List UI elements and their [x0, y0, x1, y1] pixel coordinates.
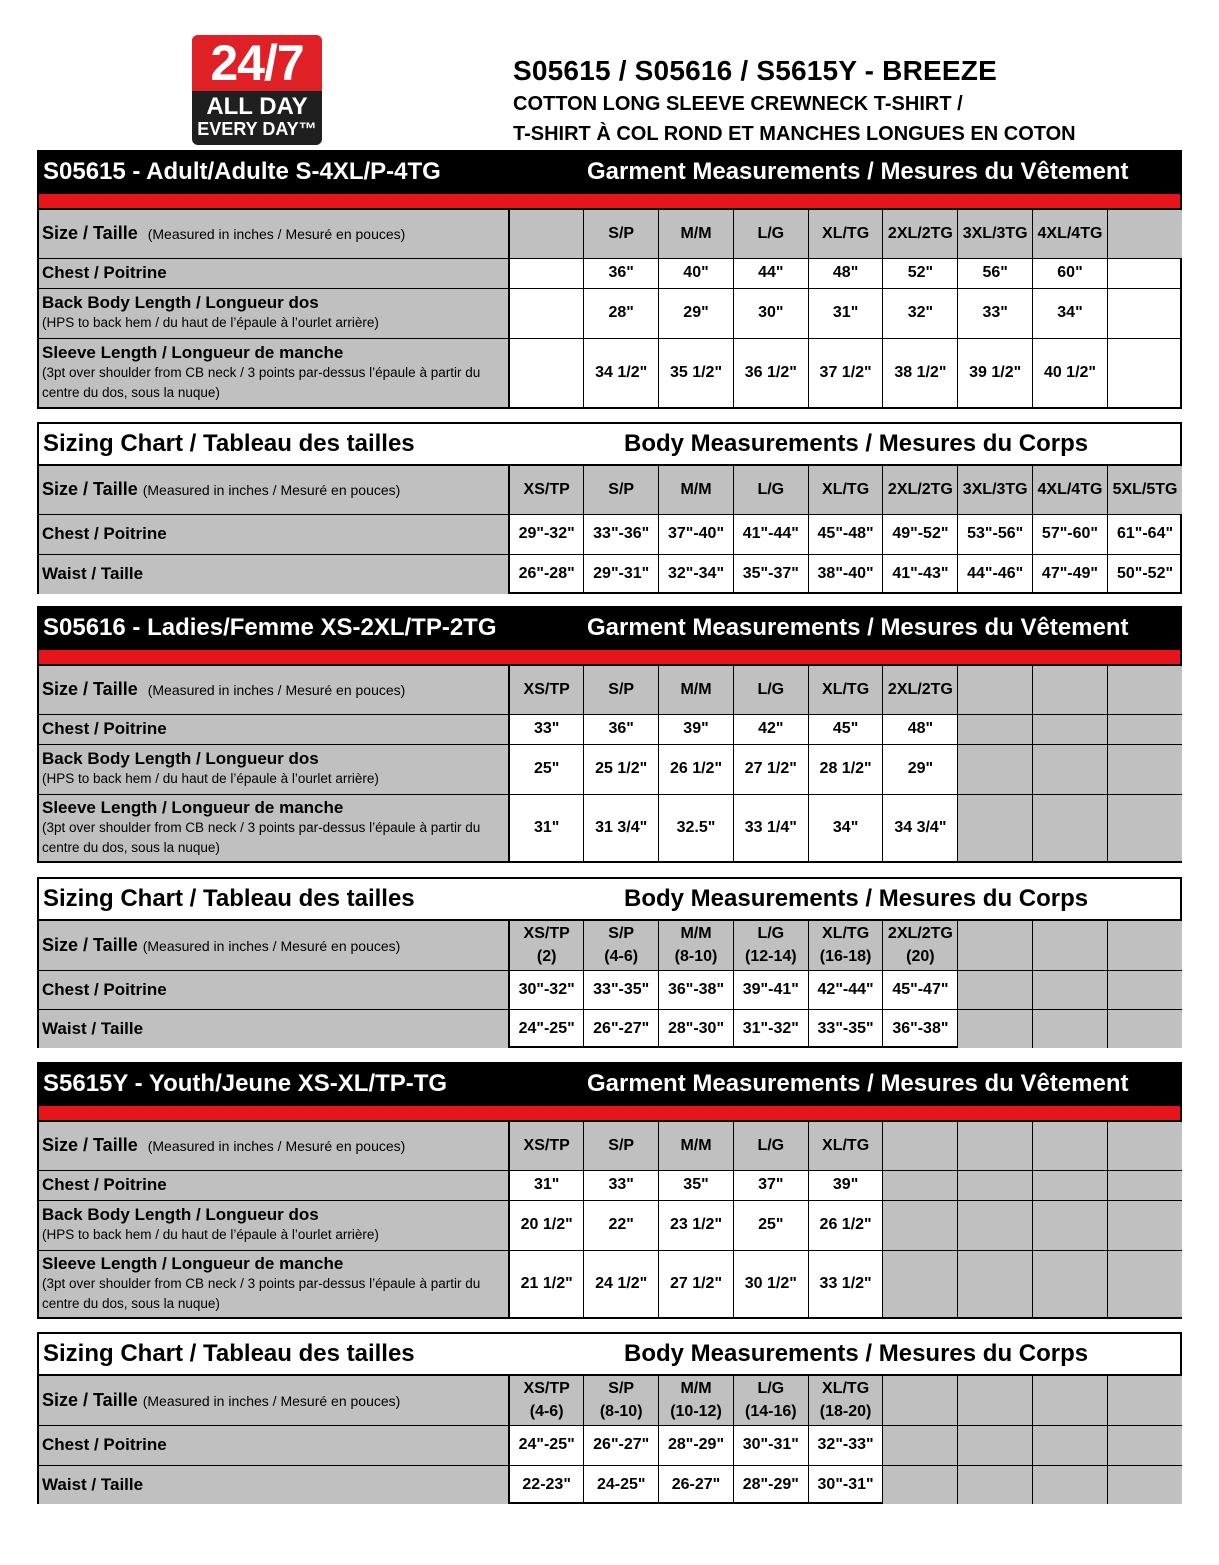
value-cell — [1033, 1200, 1108, 1250]
size-cell — [1033, 1376, 1108, 1425]
value-cell: 41"-43" — [883, 554, 958, 594]
value-cell — [509, 338, 584, 407]
value-cell: 31" — [509, 1170, 584, 1200]
waist-label: Waist / Taille — [39, 1465, 509, 1504]
value-cell: 28"-30" — [659, 1009, 734, 1048]
value-cell: 33" — [509, 714, 584, 744]
value-cell: 44" — [733, 258, 808, 288]
value-cell: 25 1/2" — [584, 744, 659, 794]
size-cell: 2XL/2TG — [883, 466, 958, 514]
value-cell: 31"-32" — [733, 1009, 808, 1048]
size-row — [39, 1122, 1182, 1170]
value-cell: 24 1/2" — [584, 1250, 659, 1317]
value-cell: 45"-48" — [808, 514, 883, 554]
value-cell: 32"-33" — [808, 1425, 883, 1465]
waist-row — [39, 554, 1182, 594]
size-cell: XL/TG (16-18) — [808, 921, 883, 970]
chest-label: Chest / Poitrine — [39, 258, 509, 288]
size-cell: M/M — [659, 466, 734, 514]
value-cell: 29" — [659, 288, 734, 338]
size-cell — [958, 921, 1033, 970]
value-cell: 45" — [808, 714, 883, 744]
value-cell: 42" — [733, 714, 808, 744]
size-cell: M/M (8-10) — [659, 921, 734, 970]
value-cell: 33"-36" — [584, 514, 659, 554]
adult-garment-header — [39, 152, 1180, 192]
sizing-chart-label: Sizing Chart / Tableau des tailles — [43, 430, 415, 457]
product-subtitle-fr: T-SHIRT À COL ROND ET MANCHES LONGUES EN COTON — [513, 123, 1076, 145]
value-cell — [958, 744, 1033, 794]
waist-label: Waist / Taille — [39, 1009, 509, 1048]
size-cell: XL/TG (18-20) — [808, 1376, 883, 1425]
product-title: S05615 / S05616 / S5615Y - BREEZE — [513, 55, 997, 86]
value-cell: 24"-25" — [509, 1425, 584, 1465]
value-cell: 37" — [733, 1170, 808, 1200]
value-cell — [1107, 1465, 1182, 1504]
value-cell: 61"-64" — [1107, 514, 1182, 554]
value-cell: 25" — [733, 1200, 808, 1250]
value-cell: 27 1/2" — [733, 744, 808, 794]
value-cell — [1107, 714, 1182, 744]
value-cell: 24"-25" — [509, 1009, 584, 1048]
value-cell: 26"-27" — [584, 1009, 659, 1048]
size-cell: 2XL/2TG — [883, 666, 958, 714]
value-cell — [1107, 744, 1182, 794]
ladies-garment-header — [39, 608, 1180, 648]
value-cell: 38"-40" — [808, 554, 883, 594]
value-cell — [958, 1425, 1033, 1465]
size-cell: 4XL/4TG — [1033, 210, 1108, 258]
value-cell: 23 1/2" — [659, 1200, 734, 1250]
size-cell: XL/TG — [808, 210, 883, 258]
value-cell: 41"-44" — [733, 514, 808, 554]
value-cell: 26"-27" — [584, 1425, 659, 1465]
value-cell — [1033, 1250, 1108, 1317]
size-cell: M/M — [659, 210, 734, 258]
value-cell: 30"-31" — [808, 1465, 883, 1504]
logo-tagline-line1: ALL DAY — [206, 93, 308, 120]
value-cell — [1033, 970, 1108, 1009]
size-label: Size / Taille (Measured in inches / Mesuré en pouces) — [39, 210, 509, 258]
logo-tagline — [192, 91, 322, 145]
value-cell: 31" — [808, 288, 883, 338]
size-cell: M/M — [659, 1122, 734, 1170]
adult-garment-table — [39, 210, 1182, 407]
value-cell — [1107, 1425, 1182, 1465]
size-cell: L/G — [733, 1122, 808, 1170]
size-cell — [1107, 1122, 1182, 1170]
size-label: Size / Taille (Measured in inches / Mesuré en pouces) — [39, 1122, 509, 1170]
value-cell: 45"-47" — [883, 970, 958, 1009]
back-length-label: Back Body Length / Longueur dos (HPS to back hem / du haut de l’épaule à l’ourlet arrière) — [39, 744, 509, 794]
value-cell — [1033, 1170, 1108, 1200]
size-cell: 3XL/3TG — [958, 466, 1033, 514]
ladies-title: S05616 - Ladies/Femme XS-2XL/TP-2TG — [43, 614, 497, 641]
value-cell: 36 1/2" — [733, 338, 808, 407]
value-cell — [1033, 794, 1108, 861]
value-cell — [883, 1200, 958, 1250]
size-cell: M/M — [659, 666, 734, 714]
value-cell — [883, 1425, 958, 1465]
value-cell: 28"-29" — [733, 1465, 808, 1504]
value-cell — [1033, 714, 1108, 744]
value-cell — [958, 1250, 1033, 1317]
logo-number: 24/7 — [192, 35, 322, 91]
size-cell — [1107, 666, 1182, 714]
ladies-body-section — [37, 877, 1182, 1048]
value-cell — [1107, 970, 1182, 1009]
value-cell — [509, 288, 584, 338]
size-row — [39, 466, 1182, 514]
youth-body-header — [39, 1334, 1180, 1376]
size-label: Size / Taille (Measured in inches / Mesuré en pouces) — [39, 666, 509, 714]
size-cell — [883, 1122, 958, 1170]
size-cell — [1033, 1122, 1108, 1170]
value-cell: 29"-31" — [584, 554, 659, 594]
value-cell: 37"-40" — [659, 514, 734, 554]
value-cell: 29"-32" — [509, 514, 584, 554]
chest-row — [39, 258, 1182, 288]
value-cell: 36" — [584, 714, 659, 744]
size-cell: S/P — [584, 1122, 659, 1170]
value-cell: 25" — [509, 744, 584, 794]
size-cell: 3XL/3TG — [958, 210, 1033, 258]
sleeve-length-row — [39, 1250, 1182, 1317]
value-cell: 26-27" — [659, 1465, 734, 1504]
value-cell: 29" — [883, 744, 958, 794]
garment-measurements-label: Garment Measurements / Mesures du Vêtement — [587, 1070, 1129, 1097]
size-cell: XL/TG — [808, 466, 883, 514]
adult-garment-section — [37, 150, 1182, 409]
value-cell: 39" — [808, 1170, 883, 1200]
chest-label: Chest / Poitrine — [39, 714, 509, 744]
size-cell: 4XL/4TG — [1033, 466, 1108, 514]
size-cell: XS/TP — [509, 1122, 584, 1170]
body-measurements-label: Body Measurements / Mesures du Corps — [624, 885, 1089, 912]
value-cell: 22" — [584, 1200, 659, 1250]
value-cell: 47"-49" — [1033, 554, 1108, 594]
youth-body-table — [39, 1376, 1182, 1504]
size-cell: S/P (4-6) — [584, 921, 659, 970]
chest-row — [39, 970, 1182, 1009]
value-cell — [958, 794, 1033, 861]
size-cell: 2XL/2TG — [883, 210, 958, 258]
chest-label: Chest / Poitrine — [39, 970, 509, 1009]
chest-label: Chest / Poitrine — [39, 1425, 509, 1465]
value-cell — [1107, 1200, 1182, 1250]
adult-body-table — [39, 466, 1182, 594]
value-cell: 21 1/2" — [509, 1250, 584, 1317]
sleeve-length-row — [39, 338, 1182, 407]
sizing-chart-label: Sizing Chart / Tableau des tailles — [43, 1340, 415, 1367]
sleeve-length-label: Sleeve Length / Longueur de manche (3pt over shoulder from CB neck / 3 points par-dessus l’épaule à partir du centre du dos, sous la nuque) — [39, 1250, 509, 1317]
value-cell: 28 1/2" — [808, 744, 883, 794]
size-cell: S/P — [584, 210, 659, 258]
adult-body-header — [39, 424, 1180, 466]
chest-row — [39, 514, 1182, 554]
value-cell: 33" — [958, 288, 1033, 338]
size-label: Size / Taille (Measured in inches / Mesuré en pouces) — [39, 921, 509, 970]
value-cell — [1107, 258, 1182, 288]
value-cell: 31 3/4" — [584, 794, 659, 861]
value-cell — [958, 714, 1033, 744]
sleeve-length-label: Sleeve Length / Longueur de manche (3pt over shoulder from CB neck / 3 points par-dessus l’épaule à partir du centre du dos, sous la nuque) — [39, 794, 509, 861]
garment-measurements-label: Garment Measurements / Mesures du Vêtement — [587, 614, 1129, 641]
size-cell — [1033, 921, 1108, 970]
chest-row — [39, 1170, 1182, 1200]
value-cell — [958, 1009, 1033, 1048]
ladies-body-table — [39, 921, 1182, 1048]
value-cell: 32" — [883, 288, 958, 338]
value-cell: 26 1/2" — [659, 744, 734, 794]
value-cell: 28" — [584, 288, 659, 338]
size-cell — [958, 1376, 1033, 1425]
size-label: Size / Taille (Measured in inches / Mesuré en pouces) — [39, 466, 509, 514]
value-cell: 60" — [1033, 258, 1108, 288]
value-cell: 33 1/4" — [733, 794, 808, 861]
value-cell — [1107, 1170, 1182, 1200]
value-cell: 49"-52" — [883, 514, 958, 554]
product-subtitle-en: COTTON LONG SLEEVE CREWNECK T-SHIRT / — [513, 93, 963, 115]
adult-title: S05615 - Adult/Adulte S-4XL/P-4TG — [43, 158, 441, 185]
value-cell: 53"-56" — [958, 514, 1033, 554]
value-cell — [1033, 744, 1108, 794]
size-cell — [509, 210, 584, 258]
value-cell: 30"-31" — [733, 1425, 808, 1465]
value-cell: 30" — [733, 288, 808, 338]
back-length-label: Back Body Length / Longueur dos (HPS to back hem / du haut de l’épaule à l’ourlet arrière) — [39, 1200, 509, 1250]
size-cell: XL/TG — [808, 1122, 883, 1170]
chest-label: Chest / Poitrine — [39, 1170, 509, 1200]
size-cell — [958, 1122, 1033, 1170]
value-cell: 44"-46" — [958, 554, 1033, 594]
size-row — [39, 921, 1182, 970]
waist-label: Waist / Taille — [39, 554, 509, 594]
size-row — [39, 1376, 1182, 1425]
value-cell: 34 1/2" — [584, 338, 659, 407]
value-cell: 34" — [1033, 288, 1108, 338]
size-cell — [1107, 1376, 1182, 1425]
red-divider — [39, 1104, 1180, 1122]
youth-title: S5615Y - Youth/Jeune XS-XL/TP-TG — [43, 1070, 448, 1097]
red-divider — [39, 192, 1180, 210]
garment-measurements-label: Garment Measurements / Mesures du Vêtement — [587, 158, 1129, 185]
size-cell — [1107, 210, 1182, 258]
size-cell: XS/TP (2) — [509, 921, 584, 970]
value-cell: 39" — [659, 714, 734, 744]
back-length-label: Back Body Length / Longueur dos (HPS to back hem / du haut de l’épaule à l’ourlet arrière) — [39, 288, 509, 338]
body-measurements-label: Body Measurements / Mesures du Corps — [624, 430, 1089, 457]
size-cell — [1033, 666, 1108, 714]
sizing-chart-label: Sizing Chart / Tableau des tailles — [43, 885, 415, 912]
size-cell: S/P — [584, 666, 659, 714]
size-cell — [1107, 921, 1182, 970]
youth-garment-header — [39, 1064, 1180, 1104]
value-cell — [1107, 288, 1182, 338]
value-cell: 48" — [883, 714, 958, 744]
value-cell: 34" — [808, 794, 883, 861]
value-cell: 52" — [883, 258, 958, 288]
value-cell — [958, 970, 1033, 1009]
back-length-row — [39, 1200, 1182, 1250]
size-cell: M/M (10-12) — [659, 1376, 734, 1425]
value-cell — [958, 1465, 1033, 1504]
size-row — [39, 666, 1182, 714]
value-cell — [1033, 1465, 1108, 1504]
waist-row — [39, 1009, 1182, 1048]
value-cell: 36"-38" — [659, 970, 734, 1009]
youth-body-section — [37, 1332, 1182, 1504]
size-cell: L/G — [733, 466, 808, 514]
value-cell: 26"-28" — [509, 554, 584, 594]
value-cell — [958, 1170, 1033, 1200]
sleeve-length-label: Sleeve Length / Longueur de manche (3pt over shoulder from CB neck / 3 points par-dessus l’épaule à partir du centre du dos, sous la nuque) — [39, 338, 509, 407]
size-label: Size / Taille (Measured in inches / Mesuré en pouces) — [39, 1376, 509, 1425]
value-cell: 30"-32" — [509, 970, 584, 1009]
chest-label: Chest / Poitrine — [39, 514, 509, 554]
ladies-body-header — [39, 879, 1180, 921]
value-cell: 38 1/2" — [883, 338, 958, 407]
value-cell — [1033, 1009, 1108, 1048]
value-cell: 30 1/2" — [733, 1250, 808, 1317]
value-cell: 26 1/2" — [808, 1200, 883, 1250]
value-cell — [1107, 1250, 1182, 1317]
value-cell: 35 1/2" — [659, 338, 734, 407]
logo-tagline-line2: EVERY DAY™ — [197, 119, 317, 139]
value-cell: 48" — [808, 258, 883, 288]
value-cell: 36" — [584, 258, 659, 288]
size-cell: XS/TP (4-6) — [509, 1376, 584, 1425]
value-cell: 57"-60" — [1033, 514, 1108, 554]
value-cell: 28"-29" — [659, 1425, 734, 1465]
size-cell: XS/TP — [509, 466, 584, 514]
value-cell: 33"-35" — [808, 1009, 883, 1048]
value-cell: 35" — [659, 1170, 734, 1200]
chest-row — [39, 1425, 1182, 1465]
value-cell: 33 1/2" — [808, 1250, 883, 1317]
value-cell: 35"-37" — [733, 554, 808, 594]
size-cell: S/P (8-10) — [584, 1376, 659, 1425]
value-cell: 33" — [584, 1170, 659, 1200]
youth-garment-table — [39, 1122, 1182, 1317]
value-cell: 36"-38" — [883, 1009, 958, 1048]
value-cell: 40" — [659, 258, 734, 288]
size-cell: XS/TP — [509, 666, 584, 714]
value-cell: 40 1/2" — [1033, 338, 1108, 407]
adult-body-section — [37, 422, 1182, 594]
ladies-garment-table — [39, 666, 1182, 861]
value-cell: 34 3/4" — [883, 794, 958, 861]
back-length-row — [39, 288, 1182, 338]
value-cell: 32"-34" — [659, 554, 734, 594]
size-cell: L/G (12-14) — [733, 921, 808, 970]
size-cell — [883, 1376, 958, 1425]
waist-row — [39, 1465, 1182, 1504]
value-cell — [1107, 1009, 1182, 1048]
value-cell: 32.5" — [659, 794, 734, 861]
ladies-garment-section — [37, 606, 1182, 863]
value-cell: 27 1/2" — [659, 1250, 734, 1317]
red-divider — [39, 648, 1180, 666]
size-cell: XL/TG — [808, 666, 883, 714]
value-cell: 50"-52" — [1107, 554, 1182, 594]
value-cell — [509, 258, 584, 288]
value-cell: 56" — [958, 258, 1033, 288]
value-cell: 39"-41" — [733, 970, 808, 1009]
value-cell — [883, 1465, 958, 1504]
value-cell — [1107, 794, 1182, 861]
brand-logo — [192, 35, 322, 145]
back-length-row — [39, 744, 1182, 794]
value-cell — [1033, 1425, 1108, 1465]
value-cell — [958, 1200, 1033, 1250]
value-cell: 22-23" — [509, 1465, 584, 1504]
size-cell: L/G — [733, 666, 808, 714]
value-cell: 33"-35" — [584, 970, 659, 1009]
value-cell: 37 1/2" — [808, 338, 883, 407]
size-cell: 5XL/5TG — [1107, 466, 1182, 514]
size-cell: 2XL/2TG (20) — [883, 921, 958, 970]
value-cell — [883, 1170, 958, 1200]
value-cell: 31" — [509, 794, 584, 861]
size-cell — [958, 666, 1033, 714]
value-cell — [1107, 338, 1182, 407]
value-cell: 42"-44" — [808, 970, 883, 1009]
size-cell: L/G — [733, 210, 808, 258]
value-cell: 24-25" — [584, 1465, 659, 1504]
youth-garment-section — [37, 1062, 1182, 1319]
value-cell — [883, 1250, 958, 1317]
size-row — [39, 210, 1182, 258]
size-cell: L/G (14-16) — [733, 1376, 808, 1425]
value-cell: 20 1/2" — [509, 1200, 584, 1250]
body-measurements-label: Body Measurements / Mesures du Corps — [624, 1340, 1089, 1367]
size-cell: S/P — [584, 466, 659, 514]
chest-row — [39, 714, 1182, 744]
sleeve-length-row — [39, 794, 1182, 861]
value-cell: 39 1/2" — [958, 338, 1033, 407]
